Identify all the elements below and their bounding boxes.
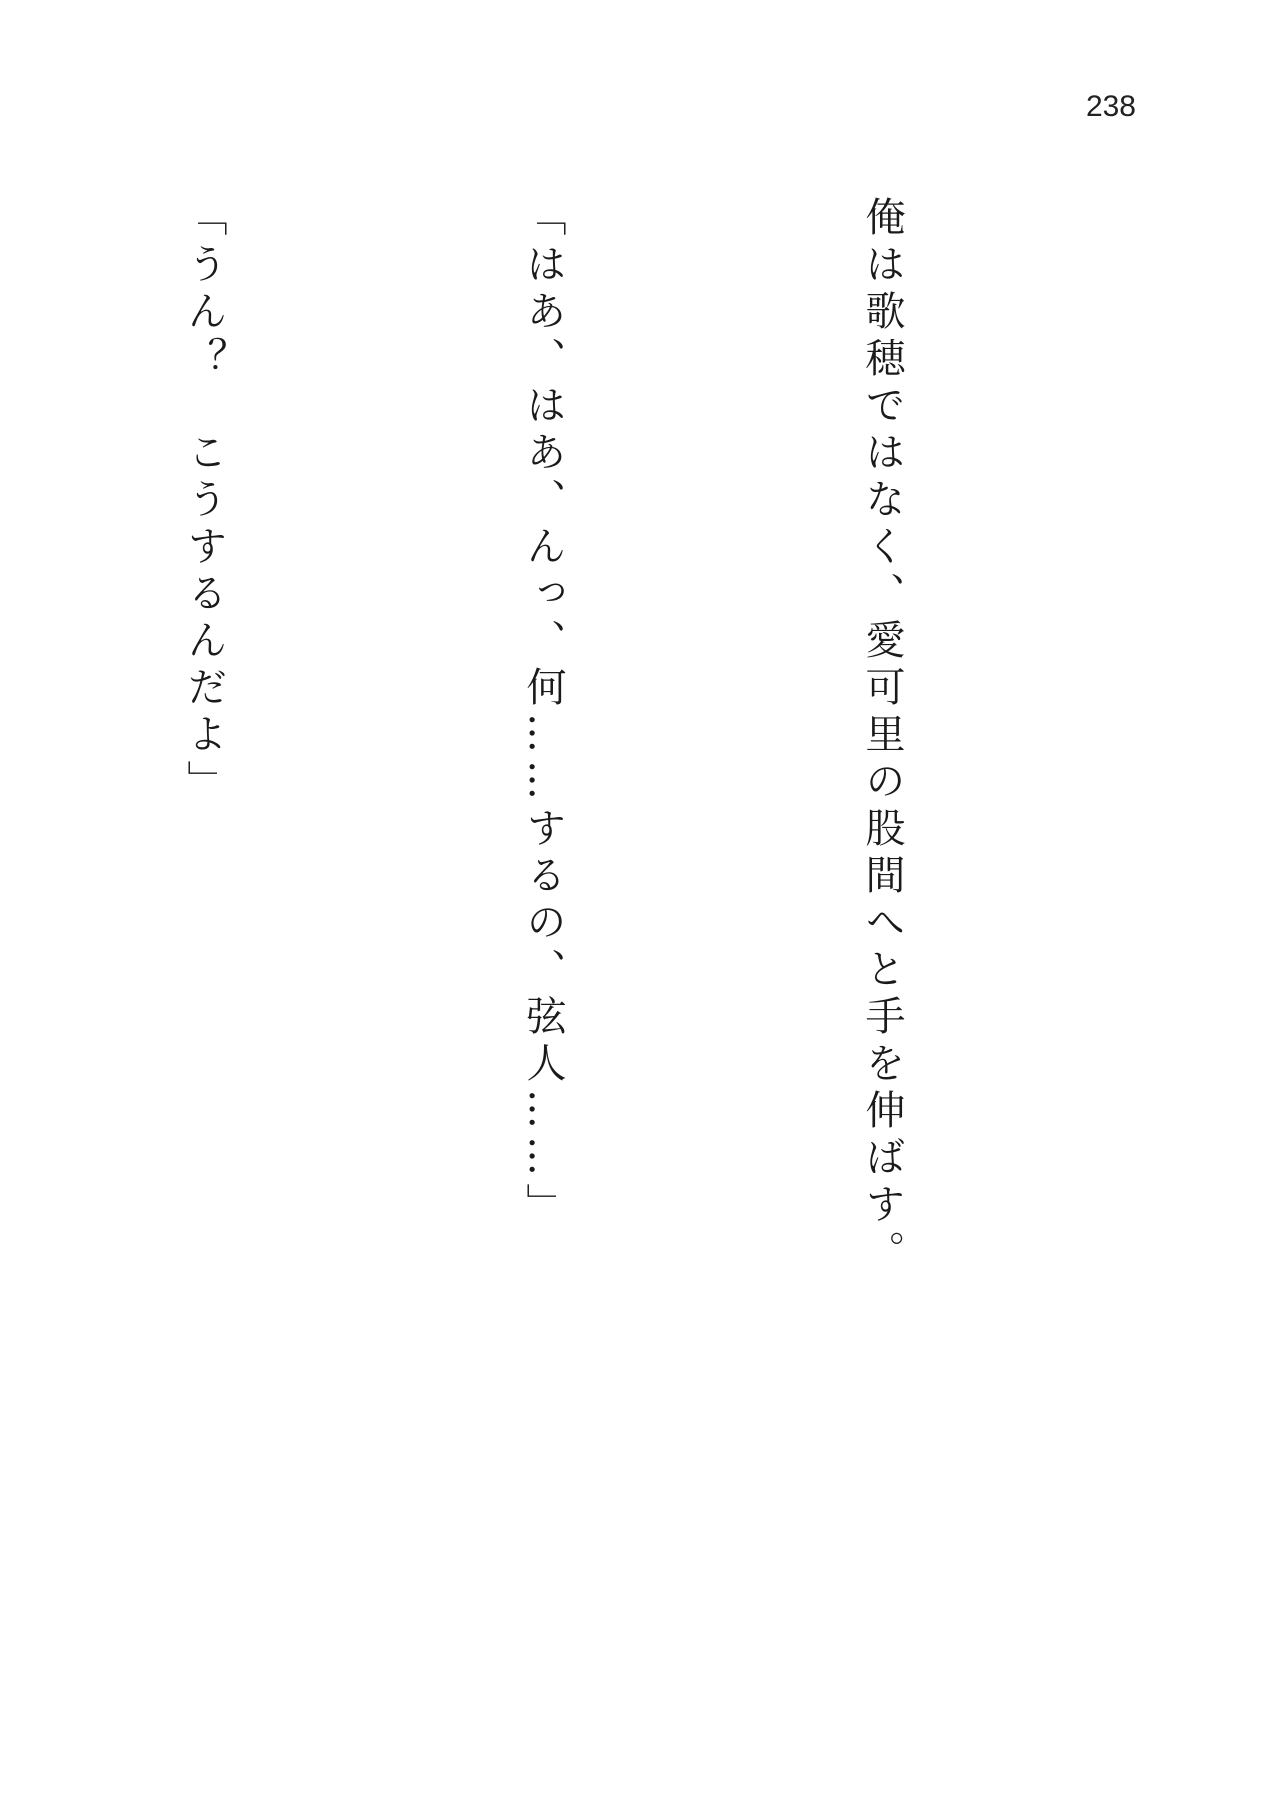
text-line: 「はあ、はあ、んっ、何……するの、弦人……」	[520, 196, 566, 1230]
text-line: 「うん？ こうするんだよ」	[181, 196, 227, 807]
page-number: 238	[1085, 90, 1136, 123]
text-line: 俺は歌穂ではなく、愛可里の股間へと手を伸ばす。	[859, 196, 905, 1277]
novel-text-body	[0, 196, 1164, 1756]
